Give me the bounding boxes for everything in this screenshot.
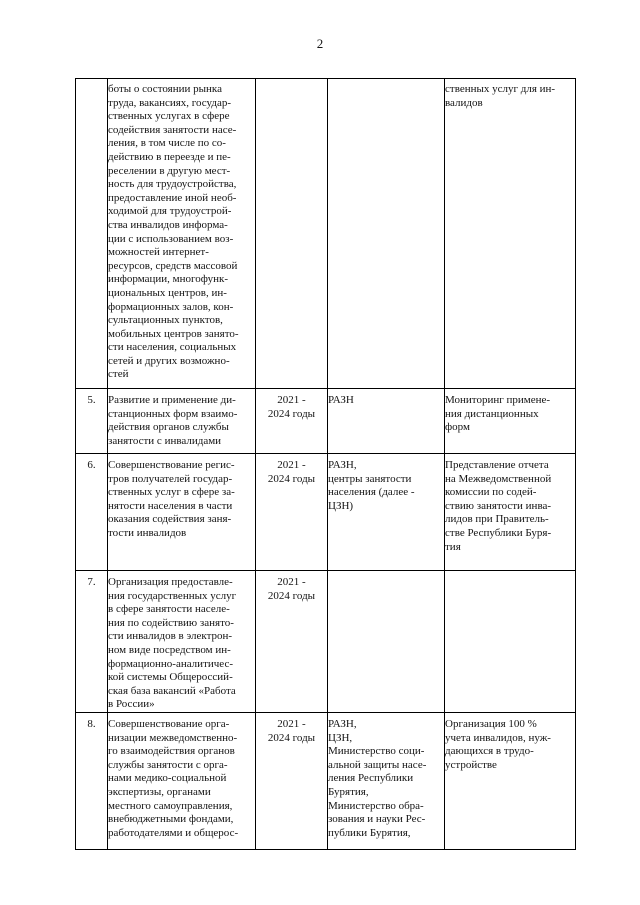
expected-result-cell: Организация 100 % учета инвалидов, нуж- дающихся в трудо- устройстве — [445, 713, 576, 850]
row-number-cell: 7. — [76, 571, 108, 713]
measure-description-cell: Совершенствование орга- низации межведомственно- го взаимодействия органов службы занятости с орга- нами медико-социальной экспертизы, органами местного самоуправления, внебюджетными фондами, работодателями и общерос- — [108, 713, 256, 850]
row-number-cell: 6. — [76, 454, 108, 571]
responsible-cell: РАЗН, ЦЗН, Министерство соци- альной защиты насе- ления Республики Бурятия, Министерство обра- зования и науки Рес- публики Бурятия, — [328, 713, 445, 850]
measure-description-cell: боты о состоянии рынка труда, вакансиях, государ- ственных услугах в сфере содействия занятости насе- ления, в том числе по со- действию в переезде и пе- реселении в другую мест- ность для трудоустройства, предоставление иной необ- ходимой для трудоустрой- ства инвалидов информа- ции с использованием воз- можностей интернет- ресурсов, средств массовой информации, многофунк- циональных центров, ин- формационных залов, кон- сультационных пунктов, мобильных центров занято- сти населения, социальных сетей и других возможно- стей — [108, 79, 256, 389]
period-cell: 2021 - 2024 годы — [256, 389, 328, 454]
measure-description-cell: Совершенствование регис- тров получателей государ- ственных услуг в сфере за- нятости населения в части оказания содействия заня- тости инвалидов — [108, 454, 256, 571]
period-cell: 2021 - 2024 годы — [256, 571, 328, 713]
table-row — [76, 713, 576, 850]
table-row — [76, 389, 576, 454]
row-number-cell — [76, 79, 108, 389]
expected-result-cell: Представление отчета на Межведомственной комиссии по содей- ствию занятости инва- лидов при Правитель- стве Республики Буря- тия — [445, 454, 576, 571]
measure-description-cell: Развитие и применение ди- станционных форм взаимо- действия органов службы занятости с инвалидами — [108, 389, 256, 454]
expected-result-cell: ственных услуг для ин- валидов — [445, 79, 576, 389]
table-row — [76, 571, 576, 713]
table-row — [76, 79, 576, 389]
period-cell: 2021 - 2024 годы — [256, 713, 328, 850]
action-plan-table — [75, 78, 576, 850]
responsible-cell — [328, 571, 445, 713]
period-cell: 2021 - 2024 годы — [256, 454, 328, 571]
row-number-cell: 8. — [76, 713, 108, 850]
expected-result-cell: Мониторинг примене- ния дистанционных форм — [445, 389, 576, 454]
expected-result-cell — [445, 571, 576, 713]
page-number: 2 — [316, 36, 324, 51]
row-number-cell: 5. — [76, 389, 108, 454]
responsible-cell — [328, 79, 445, 389]
responsible-cell: РАЗН, центры занятости населения (далее - ЦЗН) — [328, 454, 445, 571]
measure-description-cell: Организация предоставле- ния государственных услуг в сфере занятости населе- ния по содействию занято- сти инвалидов в электрон- ном виде посредством ин- формационно-аналитичес- кой системы Общероссий- ская база вакансий «Работа в России» — [108, 571, 256, 713]
table-row — [76, 454, 576, 571]
responsible-cell: РАЗН — [328, 389, 445, 454]
period-cell — [256, 79, 328, 389]
